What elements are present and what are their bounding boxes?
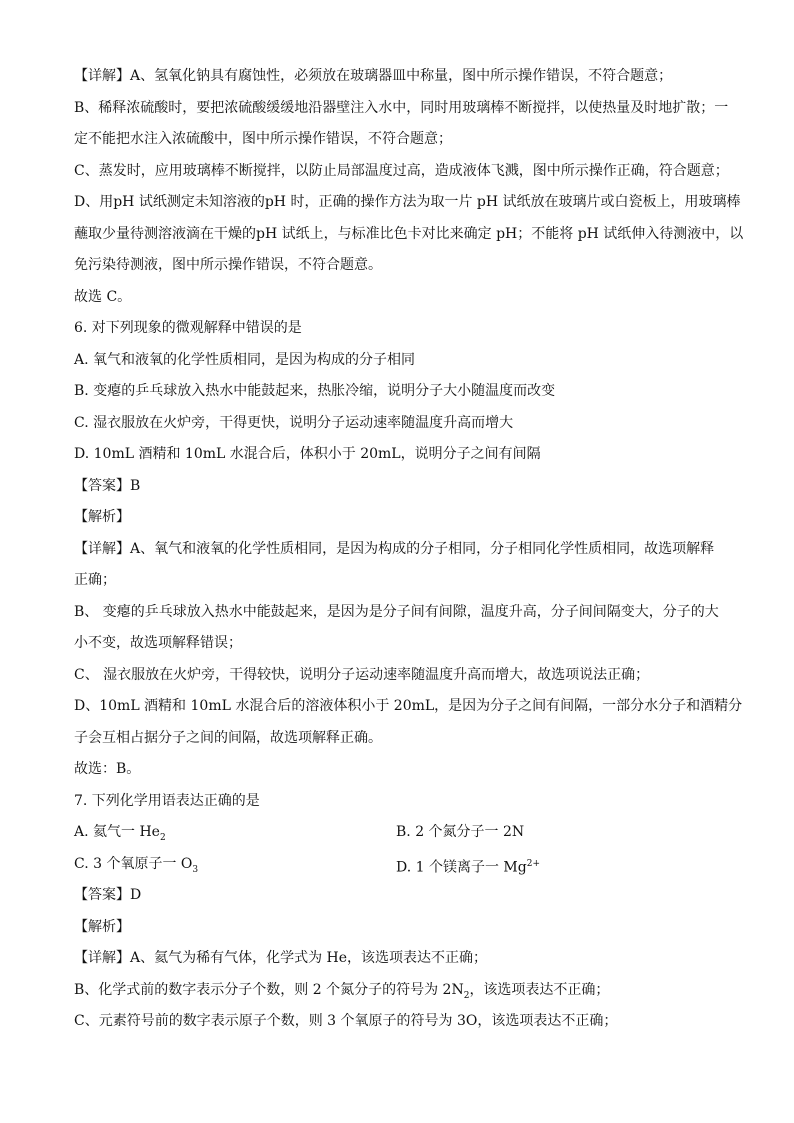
question-6-option-d: D. 10mL 酒精和 10mL 水混合后，体积小于 20mL，说明分子之间有间隔 <box>74 446 541 462</box>
text-line: B、稀释浓硫酸时，要把浓硫酸缓缓地沿器壁注入水中，同时用玻璃棒不断搅拌，以使热量及时地扩散；一 <box>74 100 729 116</box>
text-line: C、蒸发时，应用玻璃棒不断搅拌，以防止局部温度过高，造成液体飞溅，图中所示操作正确，符合题意； <box>74 163 729 179</box>
question-7-stem: 7. 下列化学用语表达正确的是 <box>74 793 260 809</box>
text-line: 故选：B。 <box>74 761 141 777</box>
text-line: C、 湿衣服放在火炉旁，干得较快，说明分子运动速率随温度升高而增大，故选项说法正确； <box>74 667 650 683</box>
analysis-label: 【解析】 <box>74 509 130 525</box>
question-6-option-c: C. 湿衣服放在火炉旁，干得更快，说明分子运动速率随温度升高而增大 <box>74 415 514 431</box>
question-6-option-a: A. 氧气和液氧的化学性质相同，是因为构成的分子相同 <box>74 352 416 368</box>
question-6-stem: 6. 对下列现象的微观解释中错误的是 <box>74 320 302 336</box>
text-line: 蘸取少量待测溶液滴在干燥的pH 试纸上，与标准比色卡对比来确定 pH；不能将 pH 试纸伸入待测液中，以 <box>74 226 744 242</box>
text-line: D、10mL 酒精和 10mL 水混合后的溶液体积小于 20mL，是因为分子之间有间隔，一部分水分子和酒精分 <box>74 698 743 714</box>
text-line: B、 变瘪的乒乓球放入热水中能鼓起来，是因为是分子间有间隙，温度升高，分子间间隔变大，分子的大 <box>74 604 719 620</box>
text-line: 故选 C。 <box>74 289 132 305</box>
text-line: 小不变，故选项解释错误； <box>74 635 242 651</box>
text-line: 【详解】A、氦气为稀有气体，化学式为 He，该选项表达不正确； <box>74 950 488 966</box>
text-line: 定不能把水注入浓硫酸中，图中所示操作错误，不符合题意； <box>74 131 452 147</box>
text-line: 免污染待测液，图中所示操作错误，不符合题意。 <box>74 257 382 273</box>
answer-label: 【答案】B <box>74 478 141 494</box>
text-line: 子会互相占据分子之间的间隔，故选项解释正确。 <box>74 730 382 746</box>
question-6-option-b: B. 变瘪的乒乓球放入热水中能鼓起来，热胀冷缩，说明分子大小随温度而改变 <box>74 383 556 399</box>
question-7-option-b: B. 2 个氮分子一 2N <box>396 824 525 840</box>
question-7-option-c: C. 3 个氧原子一 $O_3$ <box>74 856 199 875</box>
text-line: 【详解】A、氢氧化钠具有腐蚀性，必须放在玻璃器皿中称量，图中所示操作错误，不符合题意； <box>74 68 673 84</box>
analysis-label: 【解析】 <box>74 919 130 935</box>
text-line: 【详解】A、氧气和液氧的化学性质相同，是因为构成的分子相同，分子相同化学性质相同，故选项解释 <box>74 541 715 557</box>
text-line: D、用pH 试纸测定未知溶液的pH 时，正确的操作方法为取一片 pH 试纸放在玻璃片或白瓷板上，用玻璃棒 <box>74 194 741 210</box>
answer-label: 【答案】D <box>74 887 142 903</box>
question-7-option-a: A. 氦气一 $He_2$ <box>74 824 166 843</box>
question-7-option-d: D. 1 个镁离子一 $Mg^{2+}$ <box>396 859 541 876</box>
text-line: B、化学式前的数字表示分子个数，则 2 个氮分子的符号为 $2N_2$，该选项表达不正确； <box>74 982 610 1001</box>
text-line: C、元素符号前的数字表示原子个数，则 3 个氧原子的符号为 3O，该选项表达不正确； <box>74 1013 618 1029</box>
text-line: 正确； <box>74 572 116 588</box>
